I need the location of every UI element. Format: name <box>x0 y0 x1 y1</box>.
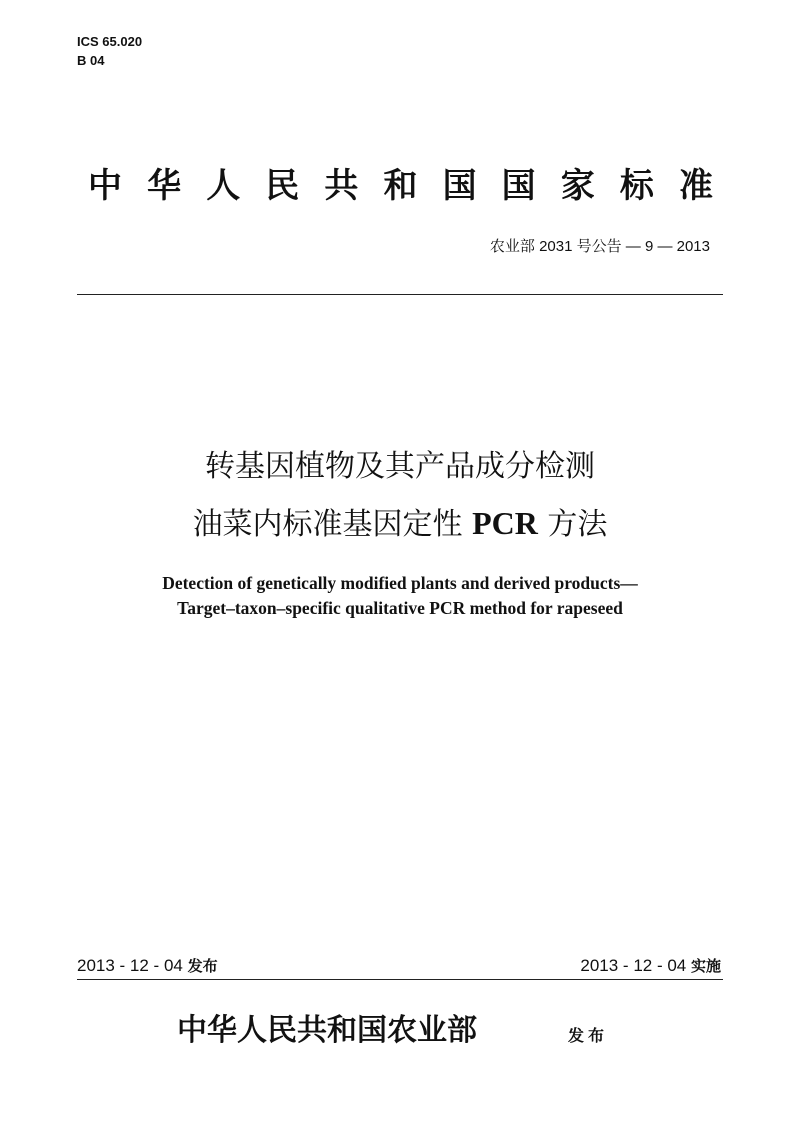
title-char: 准 <box>678 166 713 206</box>
top-divider <box>77 294 723 295</box>
issue-date: 2013 - 12 - 04 <box>77 956 183 975</box>
chinese-title-line-2-prefix: 油菜内标准基因定性 <box>192 507 473 542</box>
chinese-title-line-2-suffix: 方法 <box>537 507 608 542</box>
title-char: 和 <box>383 166 418 206</box>
bottom-divider <box>77 979 723 980</box>
title-char: 国 <box>442 166 477 206</box>
publisher-name: 中华人民共和国农业部 <box>177 1013 477 1048</box>
implement-label: 实施 <box>690 957 721 975</box>
publisher-label: 发布 <box>568 1026 609 1045</box>
title-char: 民 <box>265 166 300 206</box>
chinese-title-line-2-latin: PCR <box>472 505 538 541</box>
title-char: 标 <box>619 166 654 206</box>
title-char: 中 <box>88 166 122 206</box>
title-char: 家 <box>560 166 595 206</box>
title-char: 华 <box>147 166 182 206</box>
issue-label: 发布 <box>187 957 218 975</box>
classification-codes <box>77 32 142 70</box>
ics-code: ICS 65.020 <box>77 34 143 49</box>
title-char: 国 <box>501 166 536 206</box>
english-title-line-2: Target–taxon–specific qualitative PCR method for rapeseed <box>177 598 623 618</box>
ccs-code: B 04 <box>77 53 105 68</box>
chinese-title-line-2 <box>0 503 800 545</box>
english-title-line-1: Detection of genetically modified plants and derived products— <box>162 573 638 593</box>
issue-date-block <box>77 955 218 977</box>
title-char: 人 <box>206 166 241 206</box>
implement-date-block <box>580 955 721 977</box>
standard-number: 农业部 2031 号公告 — 9 — 2013 <box>489 238 710 255</box>
implement-date: 2013 - 12 - 04 <box>580 956 687 975</box>
chinese-title-line-1: 转基因植物及其产品成分检测 <box>205 449 595 484</box>
title-char: 共 <box>324 166 359 206</box>
national-standard-title <box>88 166 713 206</box>
